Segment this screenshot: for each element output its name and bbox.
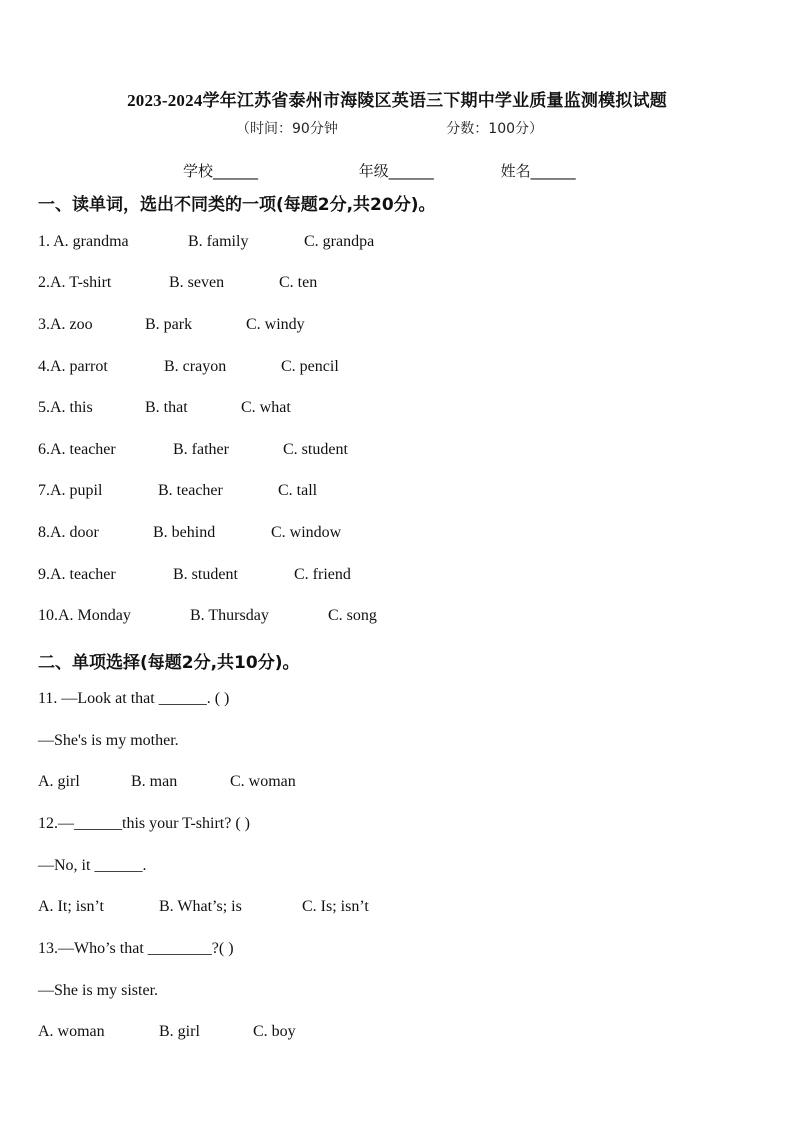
- question-1: [38, 233, 374, 251]
- option-c: C. boy: [253, 1023, 296, 1040]
- option-a: A. girl: [38, 773, 80, 790]
- option-b: B. crayon: [164, 358, 227, 375]
- option-c: C. window: [271, 524, 342, 541]
- option-a: 10.A. Monday: [38, 607, 131, 624]
- question-12-options: [38, 898, 369, 916]
- section-2-heading: 二、单项选择(每题2分,共10分)。: [38, 653, 300, 673]
- exam-title: 2023-2024学年江苏省泰州市海陵区英语三下期中学业质量监测模拟试题: [127, 91, 667, 110]
- question-2: [38, 274, 317, 292]
- option-a: 3.A. zoo: [38, 316, 93, 333]
- total-score: 分数：100分）: [446, 121, 544, 137]
- school-field: 学校______: [183, 162, 259, 180]
- grade-field: 年级______: [358, 162, 434, 180]
- option-a: 2.A. T-shirt: [38, 274, 112, 291]
- option-b: B. Thursday: [190, 607, 269, 624]
- option-c: C. tall: [278, 482, 318, 499]
- question-5: [38, 399, 291, 417]
- option-b: B. teacher: [158, 482, 223, 499]
- option-b: B. girl: [159, 1023, 200, 1040]
- question-11-prompt: 11. —Look at that ______. ( ): [38, 690, 230, 707]
- question-6: [38, 441, 348, 459]
- option-a: A. It; isn’t: [38, 898, 104, 915]
- option-b: B. man: [131, 773, 178, 790]
- question-9: [38, 566, 351, 584]
- question-13-prompt: 13.—Who’s that ________?( ): [38, 940, 234, 957]
- question-8: [38, 524, 341, 542]
- option-c: C. what: [241, 399, 291, 416]
- option-a: 5.A. this: [38, 399, 93, 416]
- question-11-options: [38, 773, 296, 791]
- question-4: [38, 358, 339, 376]
- exam-info: [236, 118, 543, 138]
- option-b: B. student: [173, 566, 238, 583]
- option-b: B. What’s; is: [159, 898, 242, 915]
- section-1-heading: 一、读单词，选出不同类的一项(每题2分,共20分)。: [38, 195, 436, 215]
- name-field: 姓名______: [500, 162, 576, 180]
- option-c: C. windy: [246, 316, 305, 333]
- option-b: B. father: [173, 441, 229, 458]
- option-c: C. woman: [230, 773, 296, 790]
- option-b: B. park: [145, 316, 193, 333]
- question-13-answer: —She is my sister.: [38, 982, 159, 999]
- option-a: 6.A. teacher: [38, 441, 116, 458]
- option-b: B. seven: [169, 274, 225, 291]
- question-12-prompt: 12.—______this your T-shirt? ( ): [38, 815, 250, 832]
- option-a: 4.A. parrot: [38, 358, 108, 375]
- question-10: [38, 607, 377, 625]
- option-b: B. that: [145, 399, 188, 416]
- student-info-fields: [183, 160, 576, 181]
- option-c: C. song: [328, 607, 377, 624]
- question-7: [38, 482, 317, 500]
- question-11-answer: —She's is my mother.: [38, 732, 179, 749]
- question-3: [38, 316, 305, 334]
- option-b: B. behind: [153, 524, 216, 541]
- option-c: C. Is; isn’t: [302, 898, 369, 915]
- option-c: C. student: [283, 441, 348, 458]
- option-a: 9.A. teacher: [38, 566, 116, 583]
- option-c: C. grandpa: [304, 233, 375, 250]
- option-a: 7.A. pupil: [38, 482, 103, 499]
- question-13-options: [38, 1023, 296, 1041]
- option-a: A. woman: [38, 1023, 105, 1040]
- option-c: C. friend: [294, 566, 351, 583]
- option-a: 1. A. grandma: [38, 233, 129, 250]
- option-c: C. ten: [279, 274, 318, 291]
- option-b: B. family: [188, 233, 249, 250]
- question-12-answer: —No, it ______.: [38, 857, 147, 874]
- option-c: C. pencil: [281, 358, 339, 375]
- time-limit: （时间：90分钟: [236, 121, 338, 137]
- option-a: 8.A. door: [38, 524, 99, 541]
